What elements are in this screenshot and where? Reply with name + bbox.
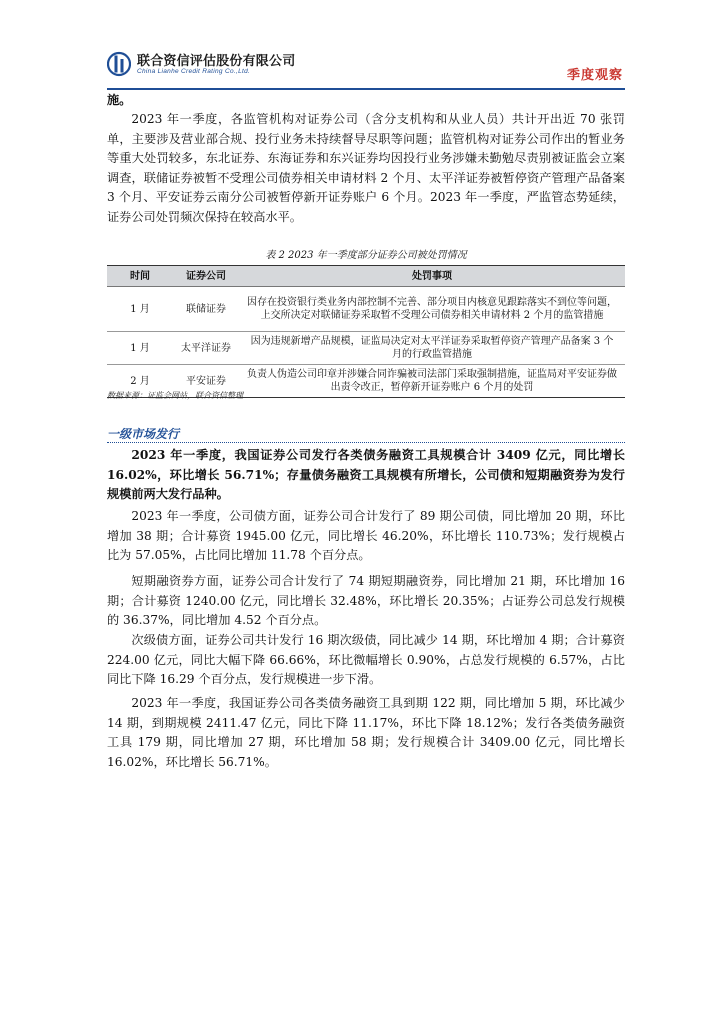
cell-penalty: 因存在投资银行类业务内部控制不完善、部分项目内核意见跟踪落实不到位等问题，上交所决定对联储证券采取暂不受理公司债券相关申请材料 2 个月的监管措施 xyxy=(239,287,625,332)
cell-time: 2 月 xyxy=(107,365,173,398)
short-term-paragraph: 短期融资券方面，证券公司合计发行了 74 期短期融资券，同比增加 21 期，环比增加 16 期；合计募资 1240.00 亿元，同比增长 32.48%，环比增长 20.35%；占证券公司总发行规模的 36.37%，同比增加 4.52 个百分点。 xyxy=(107,574,625,627)
col-header-time: 时间 xyxy=(107,266,173,287)
carryover-text: 施。 xyxy=(107,93,132,107)
penalty-table xyxy=(107,265,625,398)
corporate-bond-paragraph: 2023 年一季度，公司债方面，证券公司合计发行了 89 期公司债，同比增加 20 期，环比增加 38 期；合计募资 1945.00 亿元，同比增长 46.20%，环比增长 110.73%；发行规模占比为 57.05%，占比同比增加 11.78 个百分点。 xyxy=(107,509,625,562)
cell-time: 1 月 xyxy=(107,332,173,365)
table-source: 数据来源：证监会网站，联合资信整理 xyxy=(107,391,243,400)
col-header-penalty: 处罚事项 xyxy=(239,266,625,287)
table-row xyxy=(107,332,625,365)
cell-company: 太平洋证券 xyxy=(173,332,239,365)
cell-penalty: 因为违规新增产品规模，证监局决定对太平洋证券采取暂停资产管理产品备案 3 个月的行政监管措施 xyxy=(239,332,625,365)
cell-time: 1 月 xyxy=(107,287,173,332)
section-lead: 2023 年一季度，我国证券公司发行各类债务融资工具规模合计 3409 亿元，同比增长 16.02%，环比增长 56.71%；存量债务融资工具规模有所增长，公司债和短期融资券为发行规模前两大发行品种。 xyxy=(107,448,625,501)
col-header-company: 证券公司 xyxy=(173,266,239,287)
section-divider xyxy=(107,442,625,443)
maturity-paragraph: 2023 年一季度，我国证券公司各类债务融资工具到期 122 期，同比增加 5 期，环比减少 14 期，到期规模 2411.47 亿元，同比下降 11.17%，环比下降 18.12%；发行各类债务融资工具 179 期，同比增加 27 期，环比增加 58 期；发行规模合计 3409.00 亿元，同比增长 16.02%，环比增长 56.71%。 xyxy=(107,696,625,769)
section-heading: 一级市场发行 xyxy=(107,427,180,441)
cell-company: 联储证券 xyxy=(173,287,239,332)
company-name-en: China Lianhe Credit Rating Co.,Ltd. xyxy=(137,68,251,75)
subordinated-debt-paragraph: 次级债方面，证券公司共计发行 16 期次级债，同比减少 14 期，环比增加 4 期；合计募资 224.00 亿元，同比大幅下降 66.66%，环比微幅增长 0.90%，占总发行规模的 6.57%，占比同比下降 16.29 个百分点，发行规模进一步下滑。 xyxy=(107,633,625,686)
table-header-row xyxy=(107,266,625,287)
page-header xyxy=(107,46,625,90)
table-caption: 表 2 2023 年一季度部分证券公司被处罚情况 xyxy=(265,250,467,261)
company-logo-icon xyxy=(107,51,131,77)
cell-penalty: 负责人伪造公司印章并涉嫌合同诈骗被司法部门采取强制措施，证监局对平安证券做出责令改正，暂停新开证券账户 6 个月的处罚 xyxy=(239,365,625,398)
company-name-cn: 联合资信评估股份有限公司 xyxy=(137,54,296,69)
table-row xyxy=(107,287,625,332)
regulatory-paragraph: 2023 年一季度，各监管机构对证券公司（含分支机构和从业人员）共计开出近 70 张罚单，主要涉及营业部合规、投行业务未持续督导尽职等问题；监管机构对证券公司作出的暂业务等重大处罚较多，东北证券、东海证券和东兴证券均因投行业务涉嫌未勤勉尽责别被证监会立案调查，联储证券被暂不受理公司债券相关申请材料 2 个月、太平洋证券被暂停资产管理产品备案 3 个月、平安证券云南分公司被暂停新开证券账户 6 个月。2023 年一季度，严监管态势延续，证券公司处罚频次保持在较高水平。 xyxy=(107,112,625,224)
section-tag: 季度观察 xyxy=(566,68,623,83)
cell-company: 平安证券 xyxy=(173,365,239,398)
